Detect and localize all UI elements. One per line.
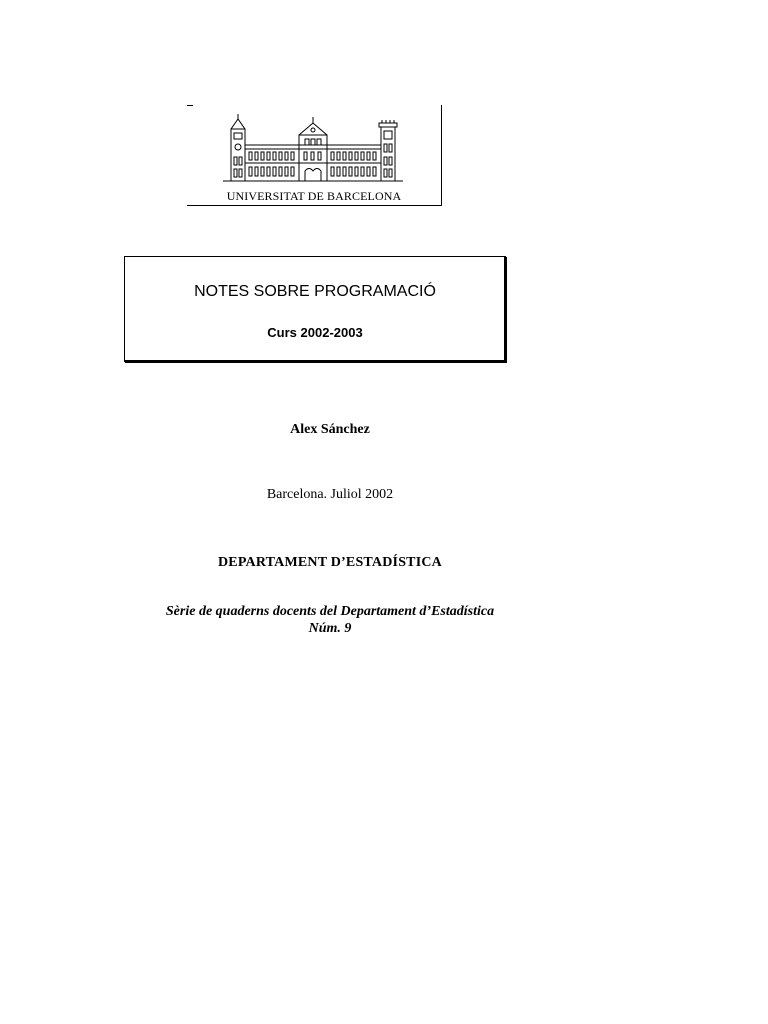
- series-number: Núm. 9: [308, 621, 352, 636]
- logo-frame-corner: [187, 105, 193, 106]
- title-box: [124, 256, 506, 362]
- department-name: DEPARTAMENT D’ESTADÍSTICA: [217, 555, 442, 570]
- series-info: [130, 603, 530, 637]
- document-title: NOTES SOBRE PROGRAMACIÓ: [194, 283, 436, 300]
- author-name: Alex Sánchez: [290, 422, 370, 437]
- place-date: Barcelona. Juliol 2002: [266, 487, 394, 502]
- university-name: UNIVERSITAT DE BARCELONA: [226, 189, 402, 203]
- university-building-icon: [223, 111, 403, 183]
- university-logo-block: [187, 105, 442, 206]
- course-year: Curs 2002-2003: [267, 325, 363, 340]
- series-title: Sèrie de quaderns docents del Departament d’Estadística: [165, 604, 495, 619]
